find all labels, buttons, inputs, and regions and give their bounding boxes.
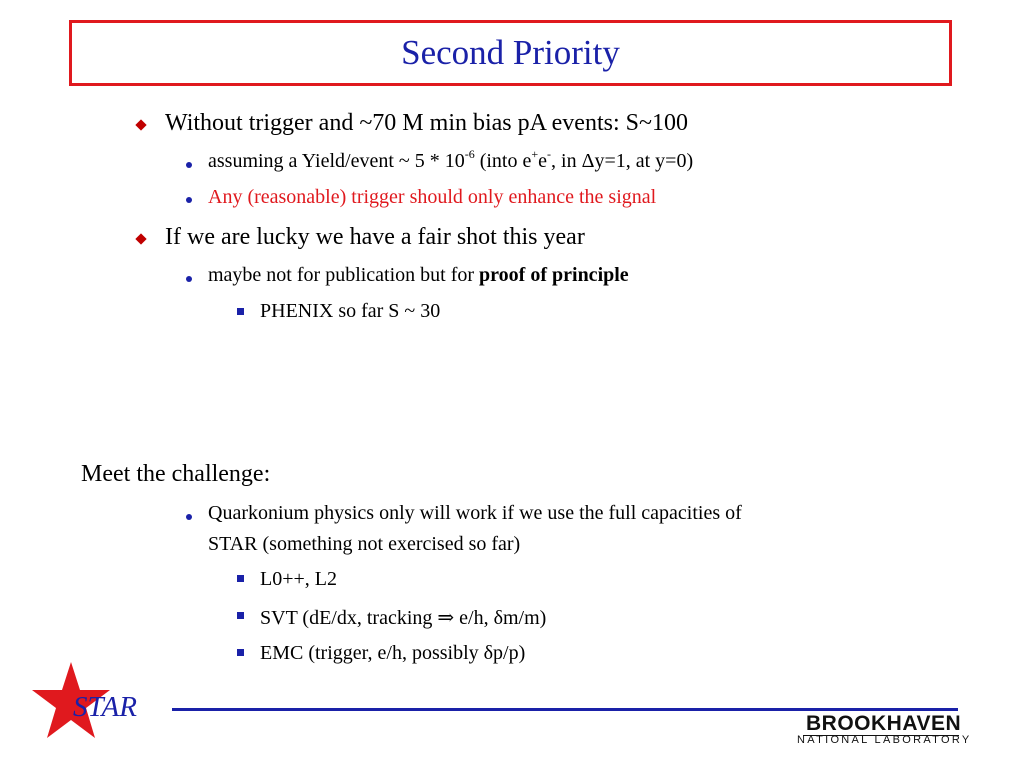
dot-bullet-icon: [186, 276, 192, 282]
bullet-1-1: [208, 147, 694, 173]
diamond-bullet-icon: [135, 233, 146, 244]
yield-text: assuming a Yield/event ~ 5 * 10: [208, 150, 465, 172]
challenge-sub-1: L0++, L2: [260, 568, 337, 590]
yield-exponent: -6: [464, 147, 475, 161]
challenge-bullet-1-line-1: Quarkonium physics only will work if we use the full capacities of: [208, 502, 742, 524]
challenge-sub-3: EMC (trigger, e/h, possibly δp/p): [260, 642, 526, 664]
challenge-sub-2: SVT (dE/dx, tracking ⇒ e/h, δm/m): [260, 607, 547, 629]
yield-into-text: (into e: [474, 150, 532, 172]
square-bullet-icon: [237, 575, 244, 582]
dot-bullet-icon: [186, 197, 192, 203]
square-bullet-icon: [237, 612, 244, 619]
proof-of-principle-text: proof of principle: [479, 264, 629, 286]
brookhaven-logo-name: BROOKHAVEN: [806, 712, 962, 735]
challenge-bullet-1-line-2: STAR (something not exercised so far): [208, 533, 521, 555]
bullet-2-1-1: PHENIX so far S ~ 30: [260, 300, 441, 322]
title-frame: [69, 20, 952, 86]
yield-range-text: , in Δy=1, at y=0): [551, 150, 694, 172]
square-bullet-icon: [237, 308, 244, 315]
square-bullet-icon: [237, 649, 244, 656]
bullet-1-2: Any (reasonable) trigger should only enhance the signal: [208, 186, 657, 208]
electron-text: e: [538, 150, 548, 172]
dot-bullet-icon: [186, 162, 192, 168]
challenge-heading: Meet the challenge:: [81, 461, 271, 487]
star-logo-label: STAR: [73, 691, 137, 723]
diamond-bullet-icon: [135, 119, 146, 130]
bullet-2: If we are lucky we have a fair shot this year: [165, 224, 585, 250]
publication-text: maybe not for publication but for: [208, 264, 480, 286]
bullet-2-1: [208, 264, 629, 287]
brookhaven-logo-subtitle: NATIONAL LABORATORY: [797, 734, 972, 746]
electron-sup: -: [547, 147, 552, 161]
bullet-1: Without trigger and ~70 M min bias pA events: S~100: [165, 110, 688, 136]
slide-title: Second Priority: [401, 33, 620, 72]
footer-divider: [172, 708, 958, 711]
positron-sup: +: [531, 147, 539, 161]
dot-bullet-icon: [186, 514, 192, 520]
